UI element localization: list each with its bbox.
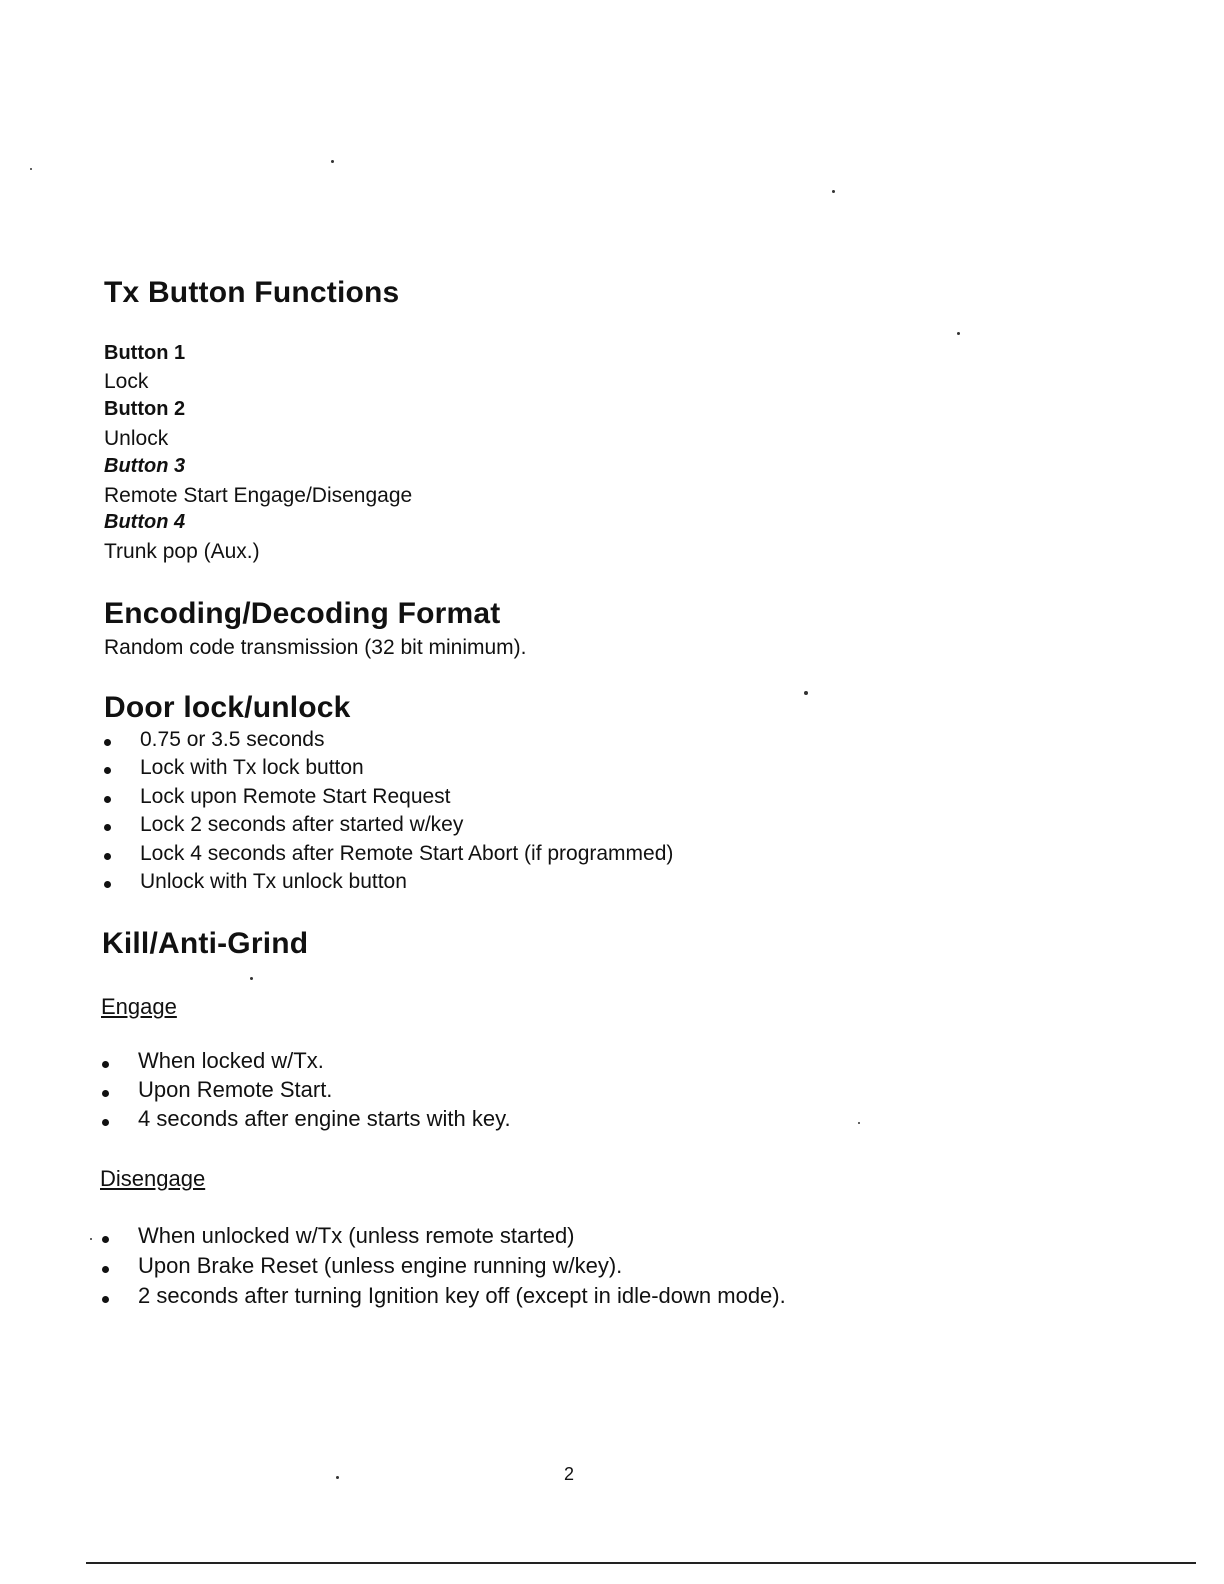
section-title-kill-anti-grind: Kill/Anti-Grind <box>102 927 309 960</box>
bullet-icon <box>104 767 111 774</box>
scan-speck <box>832 190 835 193</box>
scan-speck <box>250 977 253 980</box>
bullet-icon <box>102 1061 109 1068</box>
button-2-function: Unlock <box>104 427 169 450</box>
bullet-icon <box>102 1090 109 1097</box>
scan-speck <box>336 1476 339 1479</box>
section-title-door-lock: Door lock/unlock <box>104 691 351 724</box>
bullet-icon <box>102 1296 109 1303</box>
scan-speck <box>331 160 334 163</box>
list-item: Unlock with Tx unlock button <box>104 870 673 898</box>
scan-speck <box>858 1122 860 1124</box>
engage-list <box>102 1048 511 1136</box>
bullet-icon <box>104 853 111 860</box>
section-title-encoding-format: Encoding/Decoding Format <box>104 597 501 630</box>
scan-speck <box>90 1238 92 1240</box>
list-item: 2 seconds after turning Ignition key off (except in idle-down mode). <box>102 1283 786 1313</box>
list-item: Lock 2 seconds after started w/key <box>104 813 673 841</box>
button-1-function: Lock <box>104 370 149 393</box>
bullet-icon <box>102 1266 109 1273</box>
list-item: Lock 4 seconds after Remote Start Abort (if programmed) <box>104 842 673 870</box>
list-item: 4 seconds after engine starts with key. <box>102 1106 511 1135</box>
button-4-function: Trunk pop (Aux.) <box>104 540 260 563</box>
list-item: When locked w/Tx. <box>102 1048 511 1077</box>
bullet-icon <box>102 1236 109 1243</box>
disengage-list <box>102 1223 786 1313</box>
button-1-label: Button 1 <box>104 342 186 364</box>
scan-speck <box>30 168 32 170</box>
bottom-rule <box>86 1562 1196 1564</box>
button-3-function: Remote Start Engage/Disengage <box>104 484 413 507</box>
bullet-icon <box>104 881 111 888</box>
list-item: Upon Brake Reset (unless engine running w/key). <box>102 1253 786 1283</box>
scan-speck <box>804 691 808 695</box>
button-2-label: Button 2 <box>104 398 186 420</box>
disengage-heading: Disengage <box>100 1166 206 1191</box>
page-number: 2 <box>564 1464 575 1484</box>
door-lock-list <box>104 728 673 898</box>
list-item: 0.75 or 3.5 seconds <box>104 728 673 756</box>
engage-heading: Engage <box>101 994 177 1019</box>
bullet-icon <box>104 739 111 746</box>
list-item: Lock upon Remote Start Request <box>104 785 673 813</box>
encoding-description: Random code transmission (32 bit minimum). <box>104 636 527 659</box>
bullet-icon <box>104 824 111 831</box>
list-item: Upon Remote Start. <box>102 1077 511 1106</box>
section-title-tx-button-functions: Tx Button Functions <box>104 276 400 309</box>
bullet-icon <box>102 1119 109 1126</box>
scan-speck <box>957 332 960 335</box>
list-item: When unlocked w/Tx (unless remote started) <box>102 1223 786 1253</box>
button-4-label: Button 4 <box>104 511 186 533</box>
bullet-icon <box>104 796 111 803</box>
button-3-label: Button 3 <box>104 455 186 477</box>
list-item: Lock with Tx lock button <box>104 756 673 784</box>
